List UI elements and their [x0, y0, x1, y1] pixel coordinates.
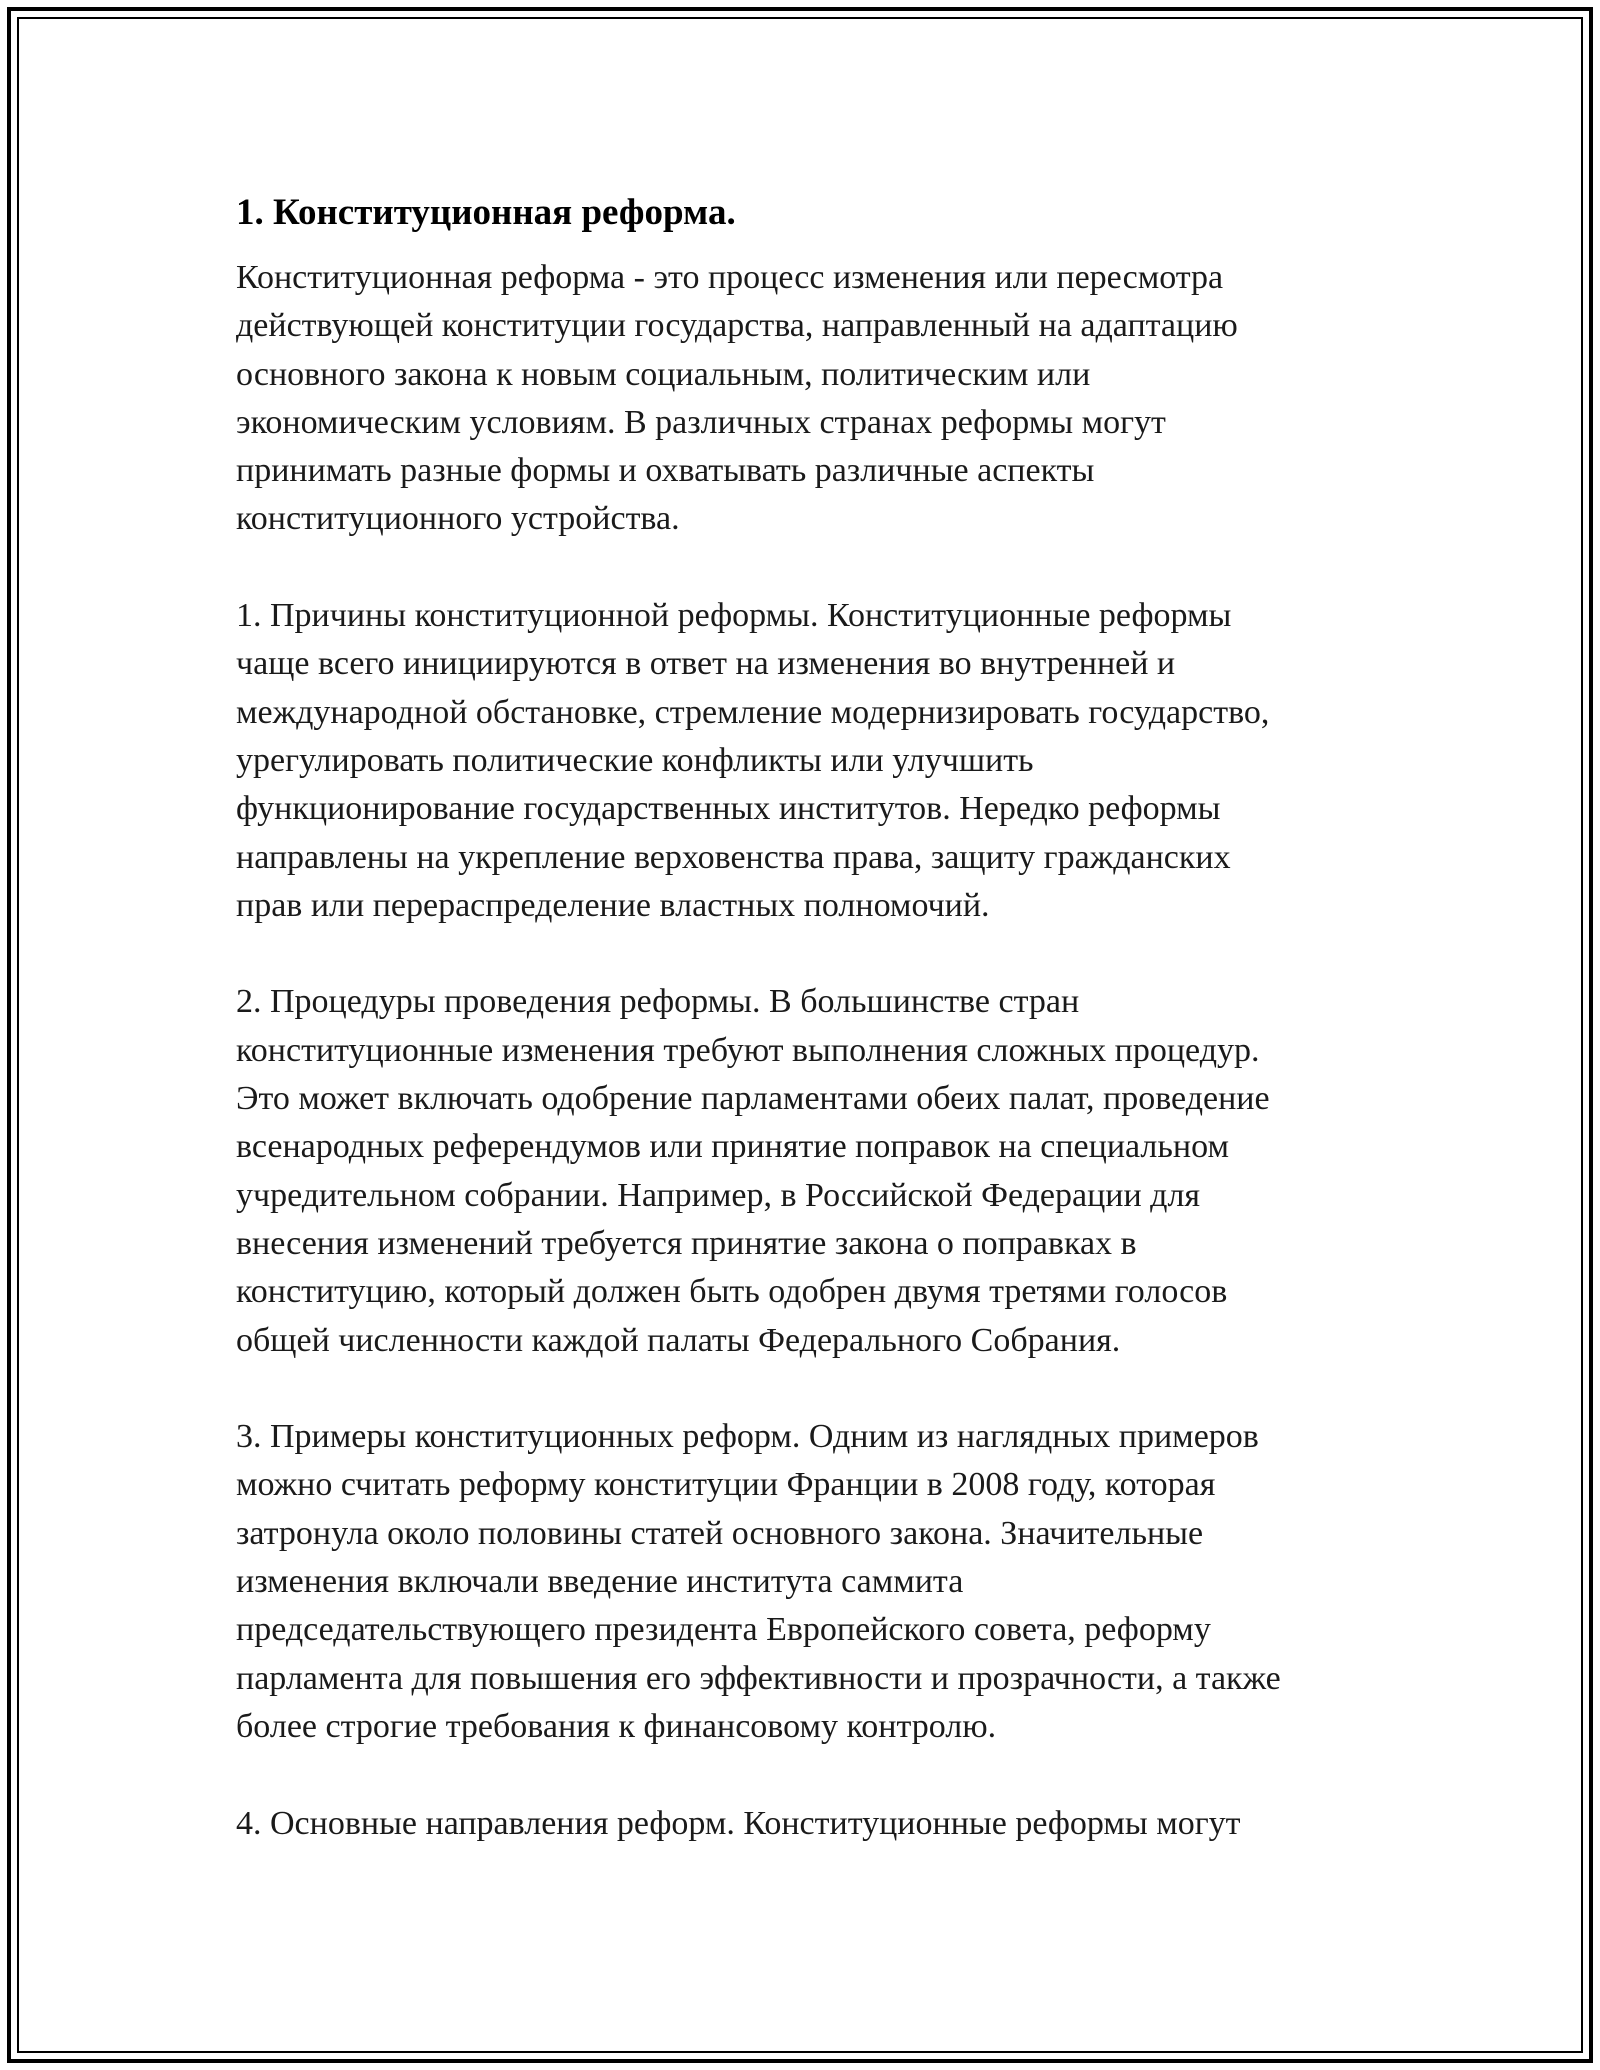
paragraph-reasons: 1. Причины конституционной реформы. Конституционные реформы чаще всего инициируются в ответ на изменения во внутренней и международной обстановке, стремление модернизировать государство, урегулировать политические конфликты или улучшить функционирование государственных институтов. Нередко реформы направлены на укрепление верховенства права, защиту гражданских прав или перераспределение властных полномочий.	[236, 597, 1270, 924]
intro-paragraph: Конституционная реформа - это процесс изменения или пересмотра действующей конституции государства, направленный на адаптацию основного закона к новым социальным, политическим или экономическим условиям. В различных странах реформы могут принимать разные формы и охватывать различные аспекты конституционного устройства.	[236, 259, 1238, 538]
paragraph-procedures: 2. Процедуры проведения реформы. В большинстве стран конституционные изменения требуют выполнения сложных процедур. Это может включать одобрение парламентами обеих палат, проведение всенародных референдумов или принятие поправок на специальном учредительном собрании. Например, в Российской Федерации для внесения изменений требуется принятие закона о поправках в конституцию, который должен быть одобрен двумя третями голосов общей численности каждой палаты Федерального Собрания.	[236, 983, 1270, 1359]
paragraph-examples: 3. Примеры конституционных реформ. Одним из наглядных примеров можно считать реформу конституции Франции в 2008 году, которая затронула около половины статей основного закона. Значительные изменения включали введение института саммита председательствующего президента Европейского совета, реформу парламента для повышения его эффективности и прозрачности, а также более строгие требования к финансовому контролю.	[236, 1418, 1281, 1745]
document-body	[236, 188, 1396, 1896]
paragraph-directions: 4. Основные направления реформ. Конституционные реформы могут	[236, 1804, 1241, 1842]
document-heading: 1. Конституционная реформа.	[236, 192, 736, 233]
